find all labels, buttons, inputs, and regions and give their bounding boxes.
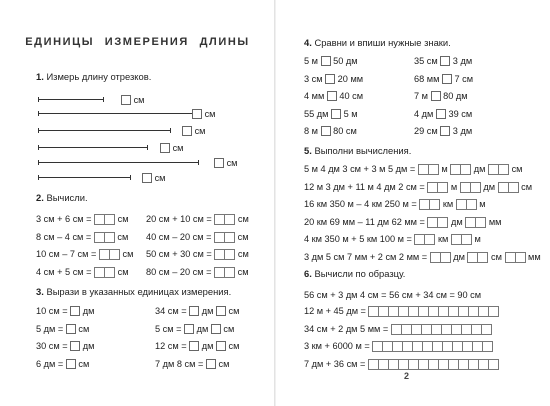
expression: 7 дм + 36 см = bbox=[304, 358, 368, 369]
expression: 40 см – 20 см = bbox=[146, 231, 215, 242]
sign-box[interactable] bbox=[325, 74, 335, 84]
right-value: 80 см bbox=[330, 126, 357, 136]
answer-grid[interactable] bbox=[467, 252, 488, 263]
answer-box[interactable] bbox=[70, 306, 80, 316]
sign-box[interactable] bbox=[327, 91, 337, 101]
expression: 8 см – 4 см = bbox=[36, 231, 94, 242]
unit-label: дм bbox=[448, 216, 466, 227]
segment-length-box[interactable] bbox=[214, 158, 224, 168]
answer-grid[interactable] bbox=[368, 306, 499, 317]
unit-label: см bbox=[172, 143, 184, 153]
unit-label: см bbox=[235, 249, 249, 259]
unit-label: см bbox=[220, 323, 235, 334]
answer-box[interactable] bbox=[216, 341, 226, 351]
answer-grid[interactable] bbox=[99, 249, 120, 260]
segment-answer bbox=[121, 94, 144, 106]
calc-row bbox=[36, 231, 128, 243]
compute-row bbox=[304, 216, 501, 228]
expression: 20 км 69 мм – 11 дм 62 мм = bbox=[304, 216, 428, 227]
sample-row bbox=[304, 305, 499, 317]
unit-label: дм bbox=[194, 323, 211, 334]
compare-row bbox=[304, 55, 358, 67]
answer-grid[interactable] bbox=[94, 214, 115, 225]
answer-grid[interactable] bbox=[418, 164, 439, 175]
segment-answer bbox=[182, 125, 205, 137]
expression: 5 см = bbox=[155, 323, 185, 334]
unit-label: мм bbox=[486, 216, 502, 227]
expression: 6 дм = bbox=[36, 358, 66, 369]
expression: 80 см – 20 см = bbox=[146, 266, 215, 277]
unit-label: м bbox=[438, 164, 451, 174]
page-title: ЕДИНИЦЫ ИЗМЕРЕНИЯ ДЛИНЫ bbox=[25, 36, 250, 48]
unit-label: дм bbox=[80, 306, 95, 316]
left-value: 8 м bbox=[304, 126, 321, 136]
answer-grid[interactable] bbox=[456, 199, 477, 210]
answer-grid[interactable] bbox=[450, 164, 471, 175]
right-value: 50 дм bbox=[330, 56, 358, 66]
right-value: 39 см bbox=[445, 108, 473, 119]
convert-row bbox=[36, 340, 94, 352]
task-1-number: 1. bbox=[36, 71, 44, 82]
answer-box[interactable] bbox=[216, 306, 226, 316]
segment-length-box[interactable] bbox=[142, 173, 152, 183]
answer-grid[interactable] bbox=[460, 182, 481, 193]
unit-label: дм bbox=[471, 164, 489, 174]
convert-row bbox=[155, 305, 239, 317]
convert-row bbox=[155, 358, 229, 370]
expression: 10 см – 7 см = bbox=[36, 249, 99, 259]
task-4-heading bbox=[304, 37, 451, 48]
answer-grid[interactable] bbox=[427, 182, 448, 193]
convert-row bbox=[36, 305, 94, 317]
left-value: 29 см bbox=[414, 126, 441, 136]
answer-box[interactable] bbox=[189, 341, 199, 351]
task-1-text: Измерь длину отрезков. bbox=[46, 71, 152, 82]
sign-box[interactable] bbox=[431, 91, 441, 101]
line-segment bbox=[38, 147, 148, 148]
unit-label: см bbox=[115, 214, 129, 224]
compute-row bbox=[304, 181, 532, 193]
answer-grid[interactable] bbox=[505, 252, 526, 263]
line-segment bbox=[38, 177, 131, 178]
task-3-heading bbox=[36, 286, 231, 297]
left-value: 4 дм bbox=[414, 108, 436, 119]
calc-row bbox=[146, 248, 249, 260]
unit-label: см bbox=[215, 358, 230, 369]
compare-row bbox=[414, 73, 473, 85]
task-2-text: Вычисли. bbox=[46, 192, 88, 203]
answer-box[interactable] bbox=[206, 359, 216, 369]
unit-label: см bbox=[204, 109, 216, 119]
left-value: 68 мм bbox=[414, 73, 442, 84]
unit-label: см bbox=[518, 181, 533, 192]
line-segment bbox=[38, 99, 104, 100]
task-1-heading bbox=[36, 71, 151, 82]
convert-row bbox=[155, 323, 234, 335]
page-number: 2 bbox=[404, 371, 410, 381]
compare-row bbox=[304, 108, 358, 120]
unit-label: см bbox=[225, 341, 240, 351]
unit-label: см bbox=[75, 323, 90, 334]
right-value: 5 м bbox=[341, 108, 358, 119]
answer-grid[interactable] bbox=[465, 217, 486, 228]
right-value: 20 мм bbox=[335, 73, 364, 84]
unit-label: см bbox=[115, 266, 129, 277]
task-3-text: Вырази в указанных единицах измерения. bbox=[46, 286, 232, 297]
unit-label: дм bbox=[199, 341, 216, 351]
line-segment bbox=[38, 113, 198, 114]
compare-row bbox=[304, 73, 363, 85]
convert-row bbox=[36, 323, 89, 335]
task-6-heading bbox=[304, 268, 405, 279]
unit-label: см bbox=[225, 306, 240, 316]
expression: 7 дм 8 см = bbox=[155, 358, 206, 369]
expression: 20 см + 10 см = bbox=[146, 214, 215, 224]
sample-row bbox=[304, 358, 499, 370]
compare-row bbox=[414, 55, 472, 67]
task-2-heading bbox=[36, 192, 88, 203]
right-value: 80 дм bbox=[440, 91, 468, 101]
unit-label: см bbox=[194, 126, 206, 136]
task-2-number: 2. bbox=[36, 192, 44, 203]
sample-row bbox=[304, 323, 492, 335]
expression: 5 м 4 дм 3 см + 3 м 5 дм = bbox=[304, 164, 418, 174]
expression: 34 см = bbox=[155, 306, 190, 316]
calc-row bbox=[146, 213, 249, 225]
left-value: 7 м bbox=[414, 91, 431, 101]
left-value: 35 см bbox=[414, 56, 441, 66]
expression: 5 дм = bbox=[36, 323, 66, 334]
segment-answer bbox=[214, 157, 237, 169]
answer-grid[interactable] bbox=[451, 234, 472, 245]
segment-answer bbox=[142, 172, 165, 184]
answer-box[interactable] bbox=[189, 306, 199, 316]
sign-box[interactable] bbox=[440, 56, 450, 66]
expression: 3 км + 6000 м = bbox=[304, 341, 373, 351]
answer-grid[interactable] bbox=[414, 234, 435, 245]
expression: 50 см + 30 см = bbox=[146, 249, 215, 259]
right-value: 3 дм bbox=[450, 126, 473, 136]
compute-row bbox=[304, 198, 486, 210]
compute-row bbox=[304, 163, 523, 175]
answer-grid[interactable] bbox=[391, 324, 492, 335]
compare-row bbox=[304, 125, 357, 137]
unit-label: см bbox=[509, 164, 523, 174]
expression: 10 см = bbox=[36, 306, 71, 316]
sign-box[interactable] bbox=[321, 56, 331, 66]
calc-row bbox=[146, 231, 249, 243]
calc-row bbox=[36, 248, 133, 260]
unit-label: см bbox=[154, 173, 166, 183]
sign-box[interactable] bbox=[331, 109, 341, 119]
segment-length-box[interactable] bbox=[182, 126, 192, 136]
unit-label: дм bbox=[80, 341, 95, 351]
expression: 12 см = bbox=[155, 341, 190, 351]
task-4-number: 4. bbox=[304, 37, 312, 48]
calc-row bbox=[146, 266, 249, 278]
convert-row bbox=[155, 340, 239, 352]
right-value: 3 дм bbox=[450, 56, 473, 66]
answer-grid[interactable] bbox=[94, 267, 115, 278]
calc-row bbox=[36, 213, 129, 225]
answer-box[interactable] bbox=[70, 341, 80, 351]
task-6-example: 56 см + 3 дм 4 см = 56 см + 34 см = 90 см bbox=[304, 290, 482, 300]
left-value: 4 мм bbox=[304, 91, 327, 101]
answer-grid[interactable] bbox=[214, 232, 235, 243]
answer-box[interactable] bbox=[66, 359, 76, 369]
expression: 12 м + 45 дм = bbox=[304, 306, 369, 316]
unit-label: дм bbox=[450, 251, 468, 262]
task-3-number: 3. bbox=[36, 286, 44, 297]
answer-grid[interactable] bbox=[214, 214, 235, 225]
left-value: 55 дм bbox=[304, 108, 332, 119]
answer-grid[interactable] bbox=[427, 217, 448, 228]
unit-label: см bbox=[119, 249, 134, 259]
expression: 12 м 3 дм + 11 м 4 дм 2 см = bbox=[304, 181, 428, 192]
compare-row bbox=[304, 90, 363, 102]
unit-label: км bbox=[435, 234, 451, 244]
unit-label: см bbox=[75, 358, 90, 369]
right-page bbox=[276, 0, 550, 406]
unit-label: см bbox=[133, 95, 145, 105]
calc-row bbox=[36, 266, 129, 278]
expression: 30 см = bbox=[36, 341, 71, 351]
unit-label: дм bbox=[199, 306, 216, 316]
compute-row bbox=[304, 233, 481, 245]
compare-row bbox=[414, 125, 472, 137]
segment-answer bbox=[192, 108, 215, 120]
sign-box[interactable] bbox=[436, 109, 446, 119]
expression: 16 км 350 м – 4 км 250 м = bbox=[304, 199, 420, 209]
sign-box[interactable] bbox=[440, 126, 450, 136]
answer-grid[interactable] bbox=[488, 164, 509, 175]
unit-label: см bbox=[488, 251, 505, 262]
segment-answer bbox=[160, 142, 183, 154]
line-segment bbox=[38, 130, 171, 131]
expression: 4 км 350 м + 5 км 100 м = bbox=[304, 234, 415, 244]
segment-length-box[interactable] bbox=[160, 143, 170, 153]
task-4-text: Сравни и впиши нужные знаки. bbox=[314, 37, 451, 48]
unit-label: км bbox=[440, 199, 456, 209]
unit-label: см bbox=[235, 231, 249, 242]
unit-label: м bbox=[476, 199, 486, 209]
answer-grid[interactable] bbox=[214, 267, 235, 278]
answer-box[interactable] bbox=[211, 324, 221, 334]
task-6-text: Вычисли по образцу. bbox=[314, 268, 406, 279]
expression: 3 дм 5 см 7 мм + 2 см 2 мм = bbox=[304, 251, 430, 262]
task-5-number: 5. bbox=[304, 145, 312, 156]
unit-label: см bbox=[226, 158, 238, 168]
sign-box[interactable] bbox=[442, 74, 452, 84]
answer-grid[interactable] bbox=[94, 232, 115, 243]
compare-row bbox=[414, 90, 468, 102]
task-5-text: Выполни вычисления. bbox=[314, 145, 412, 156]
unit-label: см bbox=[114, 231, 129, 242]
sample-row bbox=[304, 340, 493, 352]
answer-grid[interactable] bbox=[430, 252, 451, 263]
right-value: 7 см bbox=[451, 73, 474, 84]
convert-row bbox=[36, 358, 89, 370]
task-5-heading bbox=[304, 145, 411, 156]
expression: 4 см + 5 см = bbox=[36, 266, 95, 277]
compute-row bbox=[304, 251, 541, 263]
compare-row bbox=[414, 108, 472, 120]
answer-box[interactable] bbox=[184, 324, 194, 334]
left-value: 5 м bbox=[304, 56, 321, 66]
task-6-number: 6. bbox=[304, 268, 312, 279]
segment-length-box[interactable] bbox=[121, 95, 131, 105]
unit-label: см bbox=[235, 214, 249, 224]
expression: 34 см + 2 дм 5 мм = bbox=[304, 323, 391, 334]
unit-label: мм bbox=[525, 251, 541, 262]
unit-label: м bbox=[471, 234, 481, 244]
answer-grid[interactable] bbox=[368, 359, 499, 370]
answer-grid[interactable] bbox=[214, 249, 235, 260]
unit-label: дм bbox=[480, 181, 498, 192]
segment-length-box[interactable] bbox=[192, 109, 202, 119]
answer-grid[interactable] bbox=[419, 199, 440, 210]
sign-box[interactable] bbox=[321, 126, 331, 136]
line-segment bbox=[38, 162, 199, 163]
unit-label: см bbox=[235, 266, 249, 277]
answer-box[interactable] bbox=[66, 324, 76, 334]
expression: 3 см + 6 см = bbox=[36, 214, 95, 224]
answer-grid[interactable] bbox=[372, 341, 493, 352]
left-value: 3 см bbox=[304, 73, 326, 84]
answer-grid[interactable] bbox=[498, 182, 519, 193]
right-value: 40 см bbox=[336, 91, 364, 101]
unit-label: м bbox=[448, 181, 460, 192]
